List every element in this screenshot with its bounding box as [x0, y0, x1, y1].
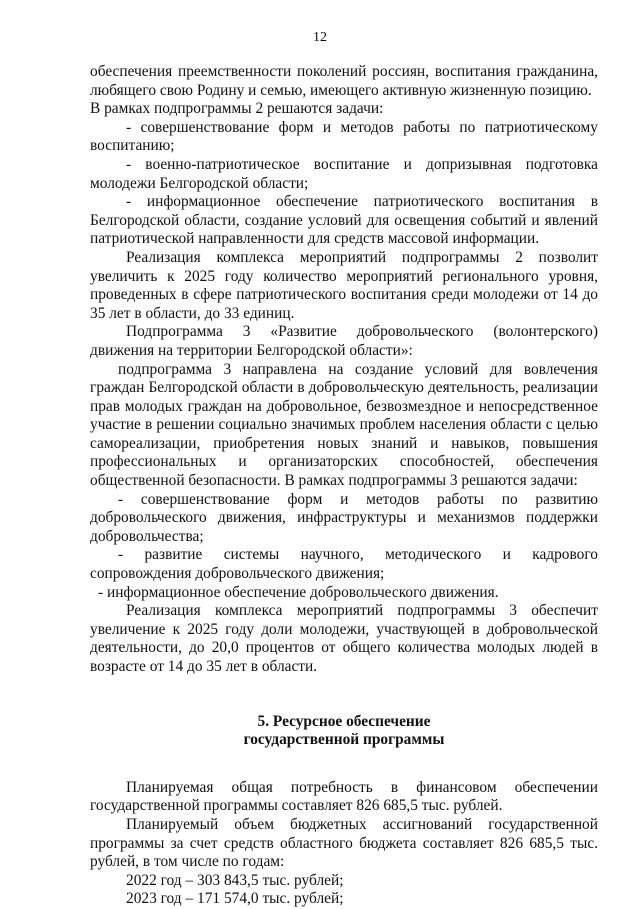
paragraph-subprogram3-description: подпрограмма 3 направлена на создание условий для вовлечения граждан Белгородской области в добровольческую деятельность, реализации прав молодых граждан на добровольное, безвозмездное и непосредственное участие в решении социально значимых проблем населения области с целью самореализации, приобретения новых знаний и навыков, повышения профессиональных и организаторских способностей, обеспечения общественной безопасности. В рамках подпрограммы 3 решаются задачи: [90, 360, 598, 490]
list-item-task-4: - совершенствование форм и методов работы по развитию добровольческого движения, инфраструктуры и механизмов поддержки добровольчества; [90, 490, 598, 545]
list-item-task-3: - информационное обеспечение патриотического воспитания в Белгородской области, создание условий для освещения событий и явлений патриотической направленности для средств массовой информации. [90, 193, 598, 248]
list-item-task-1: - совершенствование форм и методов работы по патриотическому воспитанию; [90, 118, 598, 155]
paragraph-subprogram3-title: Подпрограмма 3 «Развитие добровольческого (волонтерского) движения на территории Белгородской области»: [90, 323, 598, 359]
paragraph-budget-allocations: Планируемый объем бюджетных ассигнований государственной программы за счет средств областного бюджета составляет 826 685,5 тыс. рублей, в том числе по годам: [90, 815, 598, 871]
paragraph-subprogram2-result: Реализация комплекса мероприятий подпрограммы 2 позволит увеличить к 2025 году количество мероприятий регионального уровня, проведенных в сфере патриотического воспитания среди молодежи от 14 до 35 лет в области, до 33 единиц. [90, 248, 598, 322]
list-item-task-5: - развитие системы научного, методического и кадрового сопровождения добровольческого движения; [90, 546, 598, 583]
list-item-task-6: - информационное обеспечение добровольческого движения. [98, 583, 499, 601]
page-number: 12 [313, 30, 327, 45]
section-heading-line-2: государственной программы [243, 731, 445, 749]
budget-year-2022: 2022 год – 303 843,5 тыс. рублей; [126, 871, 344, 889]
paragraph-total-financing: Планируемая общая потребность в финансовом обеспечении государственной программы составляет 826 685,5 тыс. рублей. [90, 778, 598, 815]
page-body [90, 63, 598, 909]
paragraph-continuation: обеспечения преемственности поколений россиян, воспитания гражданина, любящего свою Родину и семью, имеющего активную жизненную позицию. [90, 63, 598, 99]
paragraph-subprogram3-result: Реализация комплекса мероприятий подпрограммы 3 обеспечит увеличение к 2025 году доли молодежи, участвующей в добровольческой деятельности, до 20,0 процентов от общего количества молодых людей в возрасте от 14 до 35 лет в области. [90, 602, 598, 675]
budget-year-2023: 2023 год – 171 574,0 тыс. рублей; [126, 890, 344, 908]
list-item-task-2: - военно-патриотическое воспитание и допризывная подготовка молодежи Белгородской области; [90, 155, 598, 192]
section-heading [90, 713, 598, 750]
section-heading-line-1: 5. Ресурсное обеспечение [257, 712, 431, 730]
paragraph-subprogram2-tasks-intro: В рамках подпрограммы 2 решаются задачи: [90, 100, 384, 118]
